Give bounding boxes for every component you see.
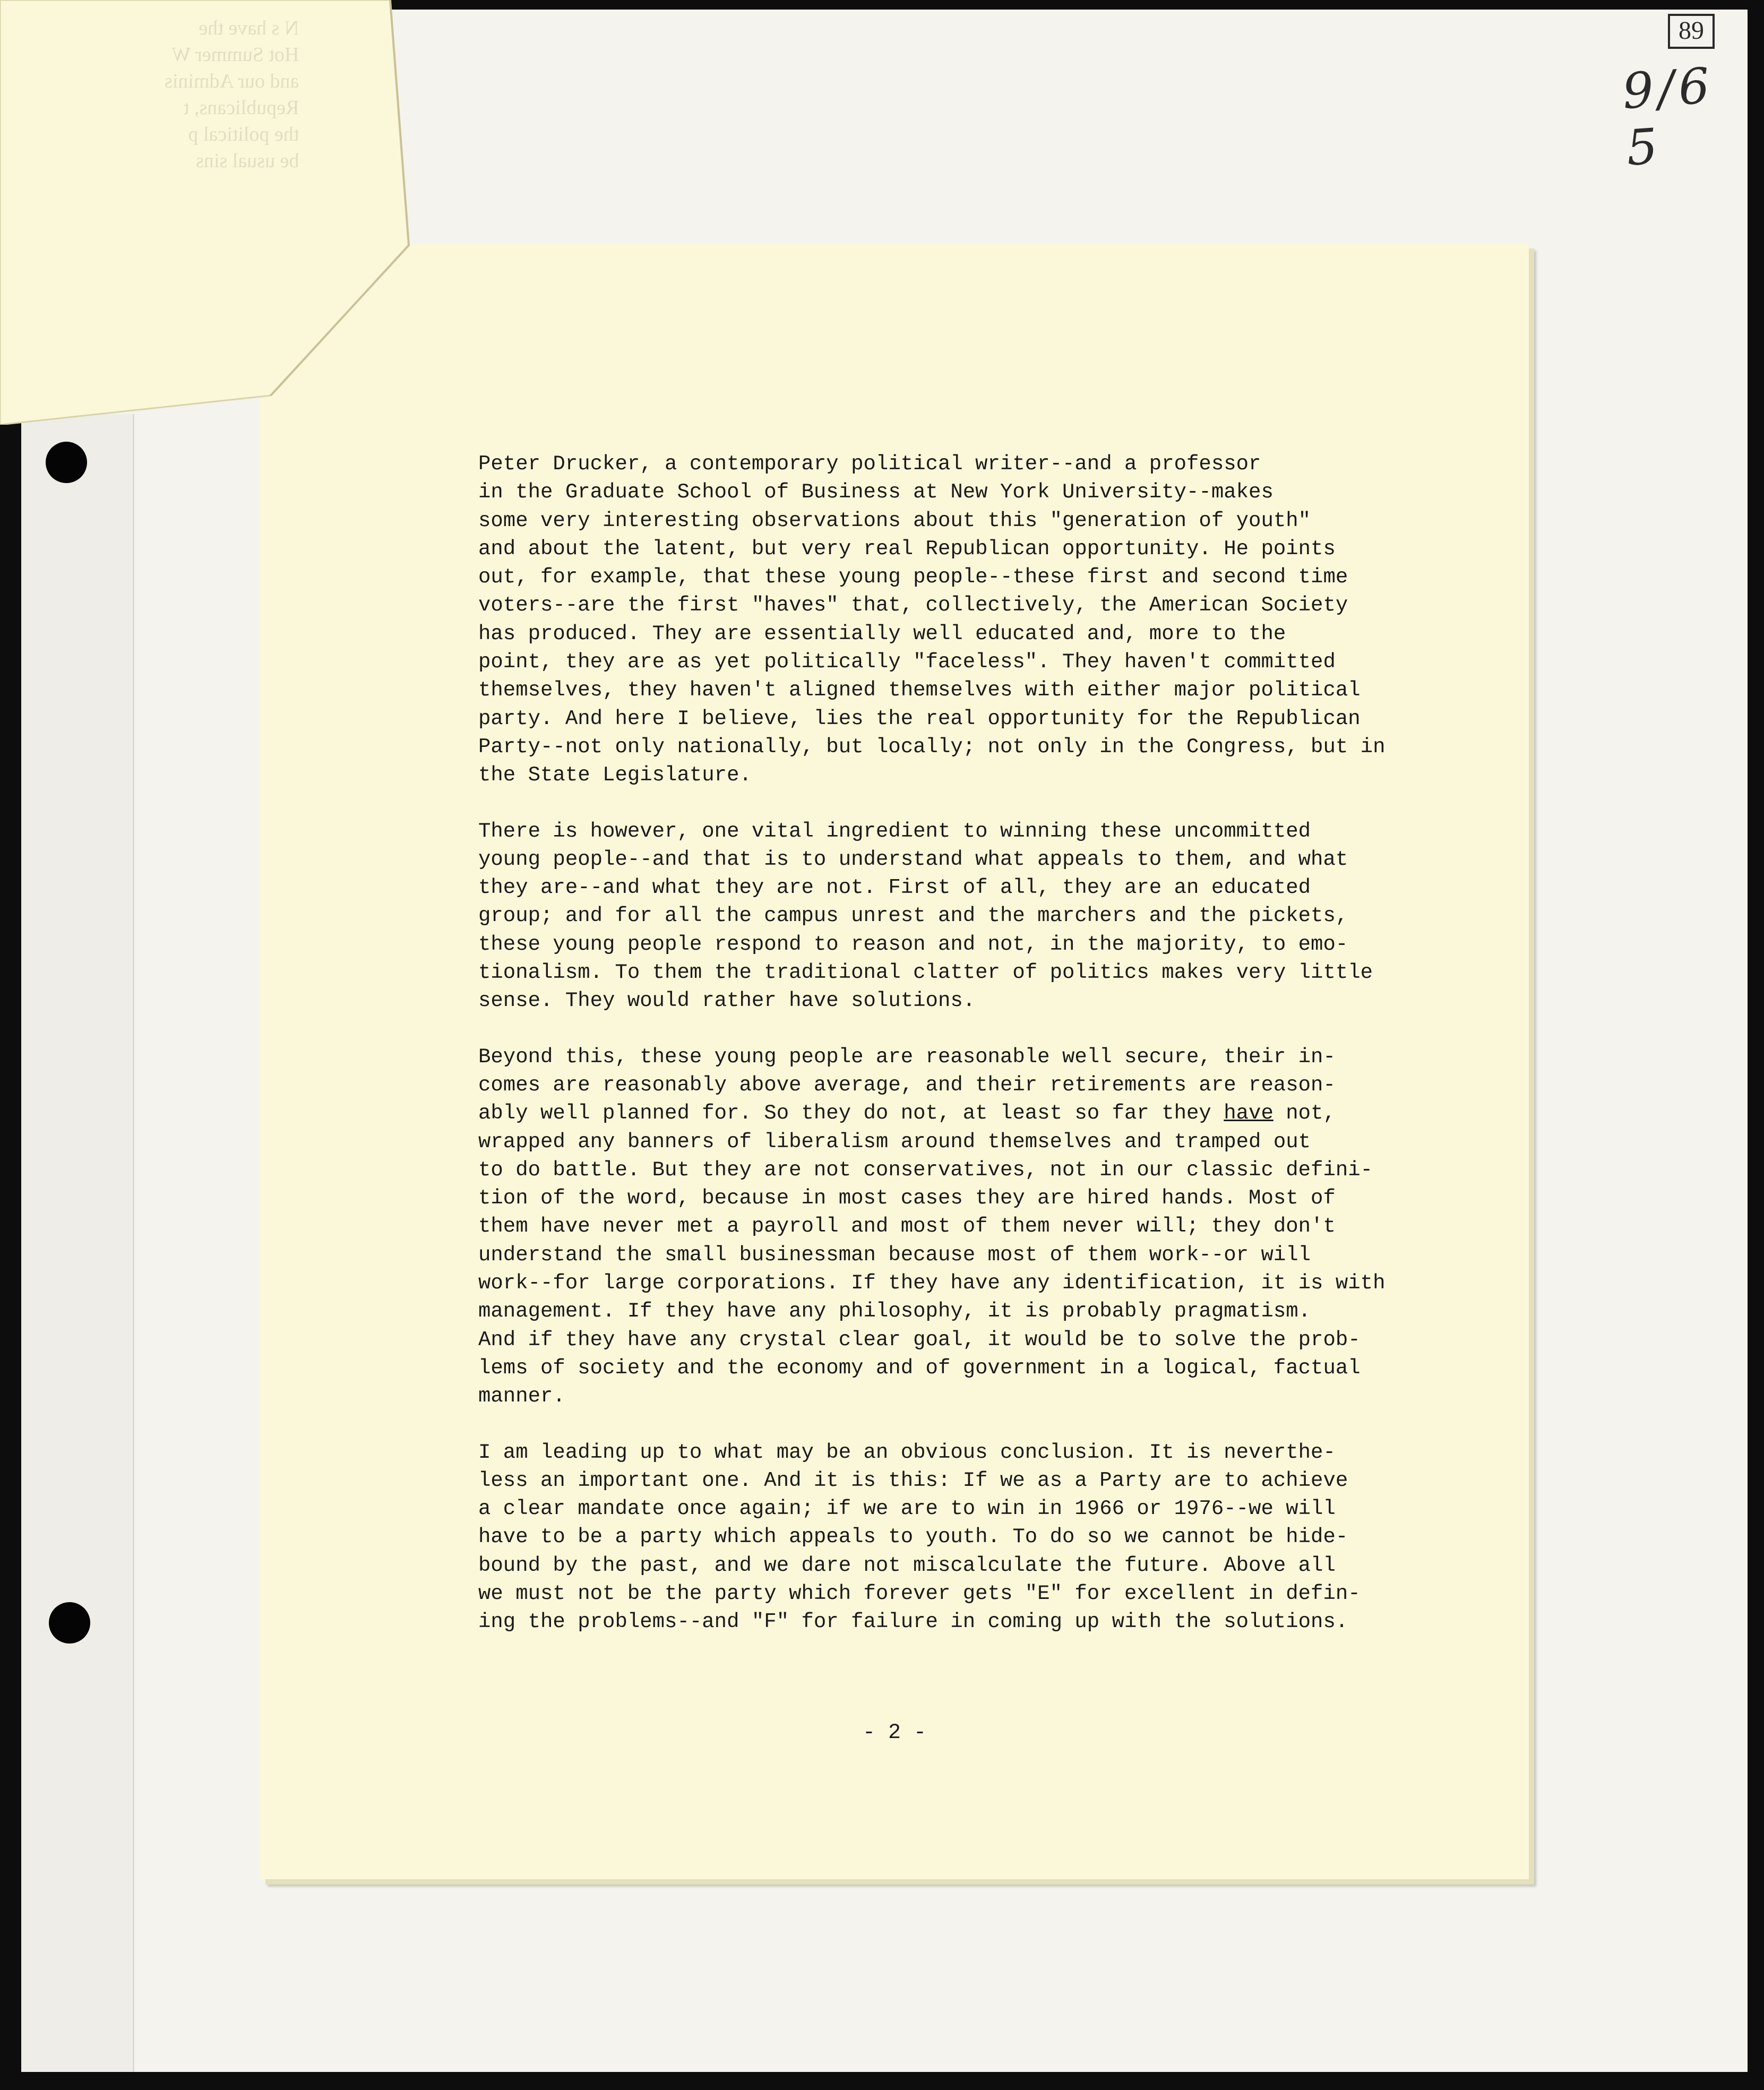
paragraph-2 xyxy=(478,818,1413,1016)
text-line: wrapped any banners of liberalism around themselves and tramped out xyxy=(478,1130,1311,1154)
text-line: themselves, they haven't aligned themselves with either major political xyxy=(478,678,1361,702)
text-line: they are--and what they are not. First of all, they are an educated xyxy=(478,876,1311,900)
text-line: the State Legislature. xyxy=(478,763,752,787)
text-line: less an important one. And it is this: If we as a Party are to achieve xyxy=(478,1468,1348,1492)
text-line: Peter Drucker, a contemporary political writer--and a professor xyxy=(478,452,1261,476)
paragraph-3 xyxy=(478,1043,1413,1411)
paragraph-1 xyxy=(478,450,1413,790)
text-line: out, for example, that these young people--these first and second time xyxy=(478,565,1348,589)
bleed-line: Republicans, t xyxy=(183,97,299,119)
text-fragment: ably well planned for. So they do not, at least so far they xyxy=(478,1102,1224,1125)
text-line: There is however, one vital ingredient to winning these uncommitted xyxy=(478,819,1311,843)
text-line: young people--and that is to understand what appeals to them, and what xyxy=(478,847,1348,871)
text-line: lems of society and the economy and of government in a logical, factual xyxy=(478,1356,1361,1380)
bleed-line: be usual sins xyxy=(196,150,299,172)
text-line: to do battle. But they are not conservatives, not in our classic defini- xyxy=(478,1158,1373,1182)
bleed-line: N s have the xyxy=(199,17,299,39)
text-line: ing the problems--and "F" for failure in coming up with the solutions. xyxy=(478,1610,1348,1634)
text-line: a clear mandate once again; if we are to win in 1966 or 1976--we will xyxy=(478,1497,1336,1521)
text-line xyxy=(478,1099,1413,1128)
text-line: in the Graduate School of Business at New York University--makes xyxy=(478,480,1273,504)
text-line: tion of the word, because in most cases they are hired hands. Most of xyxy=(478,1186,1336,1210)
text-line: bound by the past, and we dare not miscalculate the future. Above all xyxy=(478,1553,1336,1577)
text-line: Party--not only nationally, but locally; not only in the Congress, but in xyxy=(478,735,1386,759)
text-line: party. And here I believe, lies the real opportunity for the Republican xyxy=(478,707,1361,730)
punch-hole-top xyxy=(46,442,87,483)
flap-bleed-text xyxy=(165,15,299,174)
archive-number-box: 89 xyxy=(1668,14,1715,49)
text-line: point, they are as yet politically "faceless". They haven't committed xyxy=(478,650,1336,674)
page-number: - 2 - xyxy=(862,1721,927,1745)
bleed-line: and our Adminis xyxy=(165,70,299,92)
text-line: has produced. They are essentially well educated and, more to the xyxy=(478,622,1286,646)
handwritten-note: 9/6 5 xyxy=(1620,57,1716,177)
text-line: Beyond this, these young people are reasonable well secure, their in- xyxy=(478,1045,1336,1069)
text-line: manner. xyxy=(478,1384,565,1408)
document-body xyxy=(478,450,1413,1664)
text-line: and about the latent, but very real Republican opportunity. He points xyxy=(478,537,1336,561)
text-line: work--for large corporations. If they have any identification, it is with xyxy=(478,1271,1386,1295)
text-line: management. If they have any philosophy, it is probably pragmatism. xyxy=(478,1300,1311,1323)
text-line: sense. They would rather have solutions. xyxy=(478,989,976,1013)
text-line: understand the small businessman because most of them work--or will xyxy=(478,1243,1311,1267)
text-line: I am leading up to what may be an obvious conclusion. It is neverthe- xyxy=(478,1440,1336,1464)
text-line: we must not be the party which forever gets "E" for excellent in defin- xyxy=(478,1581,1361,1605)
text-line: group; and for all the campus unrest and the marchers and the pickets, xyxy=(478,904,1348,928)
text-line: voters--are the first "haves" that, collectively, the American Society xyxy=(478,594,1348,617)
text-line: comes are reasonably above average, and their retirements are reason- xyxy=(478,1073,1336,1097)
text-line: them have never met a payroll and most of them never will; they don't xyxy=(478,1215,1336,1238)
text-line: have to be a party which appeals to youth. To do so we cannot be hide- xyxy=(478,1525,1348,1549)
album-binding-strip xyxy=(21,414,134,2072)
text-line: these young people respond to reason and not, in the majority, to emo- xyxy=(478,932,1348,956)
bleed-line: the political p xyxy=(188,123,299,145)
text-line: some very interesting observations about this "generation of youth" xyxy=(478,509,1311,532)
punch-hole-bottom xyxy=(49,1602,90,1644)
text-line: tionalism. To them the traditional clatter of politics makes very little xyxy=(478,961,1373,985)
bleed-line: Hot Summer W xyxy=(171,44,299,66)
text-line: And if they have any crystal clear goal, it would be to solve the prob- xyxy=(478,1328,1361,1352)
text-fragment: not, xyxy=(1273,1102,1336,1125)
paragraph-4 xyxy=(478,1439,1413,1637)
underlined-word: have xyxy=(1224,1102,1273,1125)
document-page xyxy=(260,243,1529,1879)
